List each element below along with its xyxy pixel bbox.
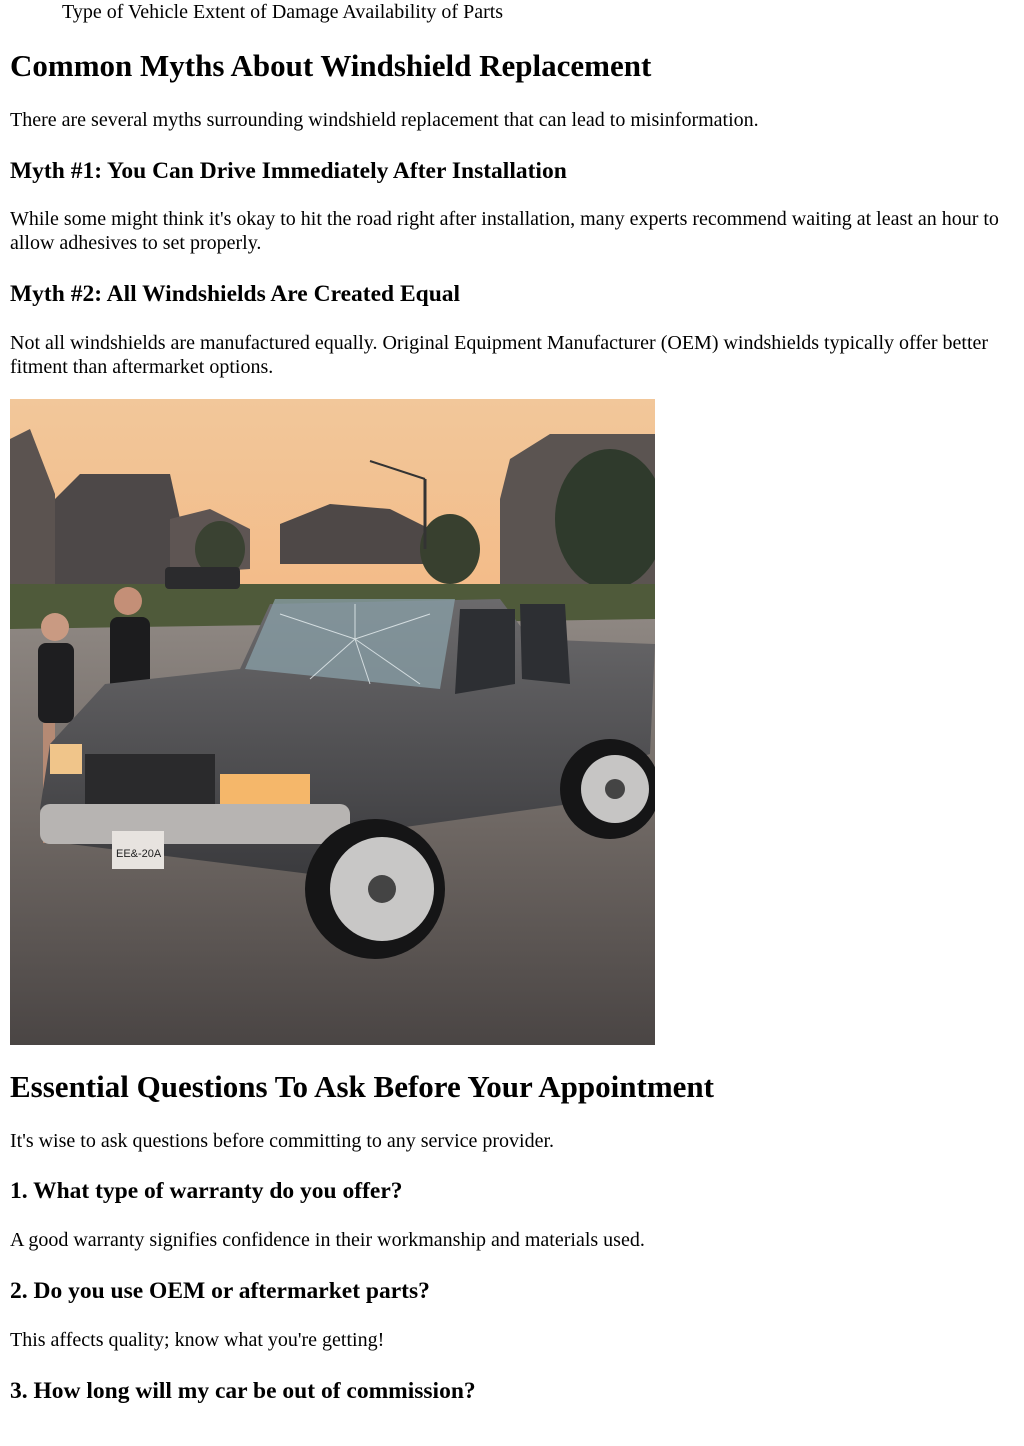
top-text-fragment: Type of Vehicle Extent of Damage Availability of Parts: [62, 1, 504, 23]
myth-2-title: Myth #2: All Windshields Are Created Equal: [10, 281, 461, 307]
question-3-title: 3. How long will my car be out of commission?: [10, 1378, 476, 1404]
license-plate-text: EE&-20A: [116, 848, 162, 860]
myths-heading: Common Myths About Windshield Replacement: [10, 48, 652, 83]
questions-intro: It's wise to ask questions before committing to any service provider.: [10, 1130, 555, 1152]
questions-heading: Essential Questions To Ask Before Your Appointment: [10, 1069, 714, 1104]
myth-1-body: While some might think it's okay to hit the road right after installation, many experts recommend waiting at least an hour to allow adhesives to set properly.: [10, 208, 999, 254]
question-1-body: A good warranty signifies confidence in their workmanship and materials used.: [10, 1229, 645, 1251]
truck-cracked-windshield-photo: [10, 399, 655, 1045]
question-1-title: 1. What type of warranty do you offer?: [10, 1178, 403, 1204]
myths-intro: There are several myths surrounding windshield replacement that can lead to misinformation.: [10, 109, 759, 131]
myth-1-title: Myth #1: You Can Drive Immediately After Installation: [10, 158, 567, 184]
myth-2-body: Not all windshields are manufactured equally. Original Equipment Manufacturer (OEM) windshields typically offer better fitment than aftermarket options.: [10, 332, 989, 378]
question-2-body: This affects quality; know what you're getting!: [10, 1329, 385, 1351]
question-2-title: 2. Do you use OEM or aftermarket parts?: [10, 1278, 430, 1304]
